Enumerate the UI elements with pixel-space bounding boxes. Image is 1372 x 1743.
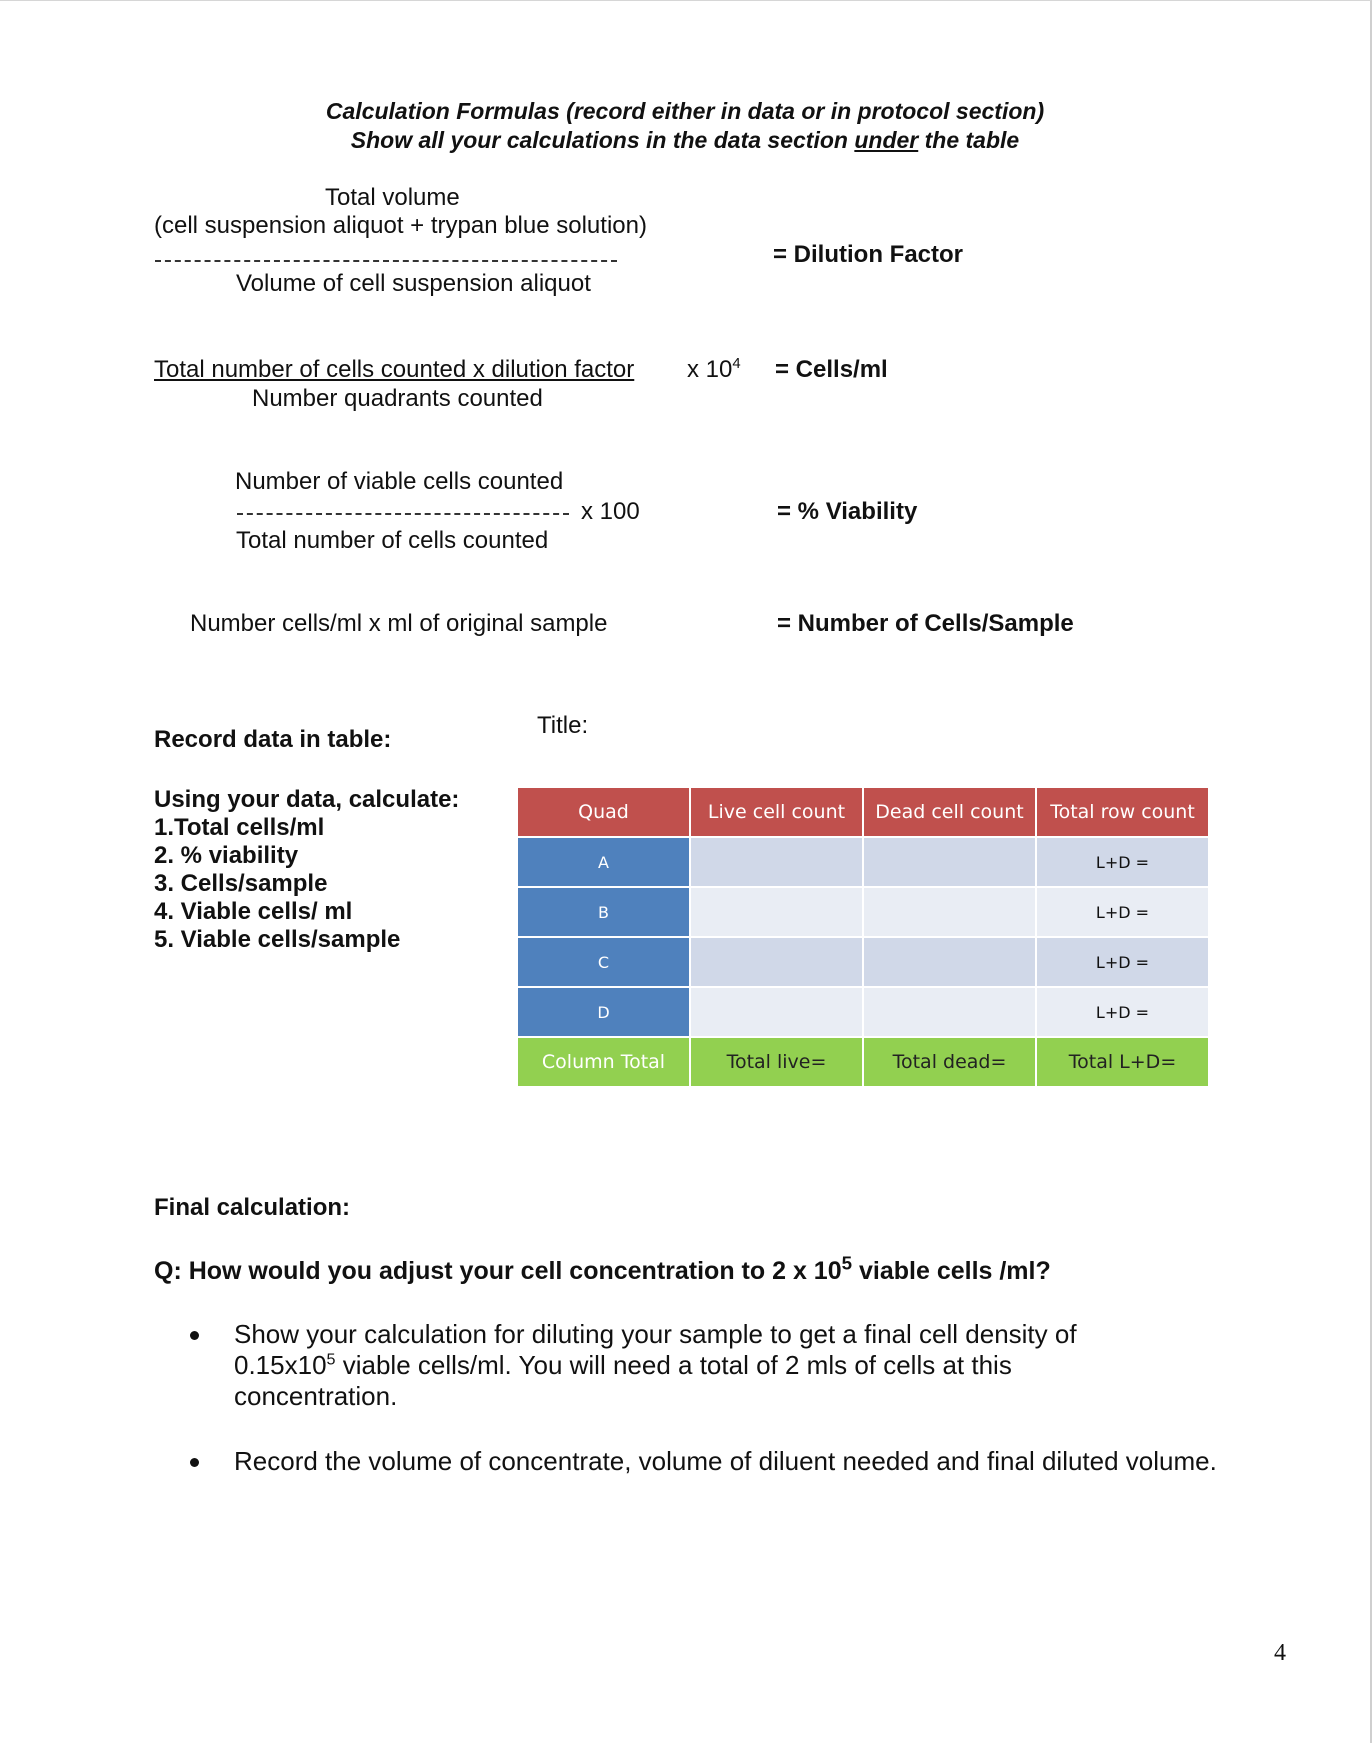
cells-ml-result: = Cells/ml	[775, 356, 888, 383]
total-live-cell[interactable]: Total live=	[690, 1037, 863, 1087]
table-row	[517, 987, 1209, 1037]
cells-ml-multiplier-exp: 4	[732, 356, 741, 372]
final-question	[154, 1252, 1051, 1286]
viability-multiplier: x 100	[581, 498, 640, 525]
dead-count-cell[interactable]	[863, 837, 1036, 887]
table-title-label: Title:	[537, 712, 589, 739]
cells-ml-multiplier-base: x 10	[687, 356, 733, 383]
calculate-item: 3. Cells/sample	[154, 870, 328, 897]
bullet-icon	[190, 1458, 199, 1467]
cells-ml-denominator: Number quadrants counted	[252, 385, 543, 412]
instruction-list	[190, 1319, 1340, 1511]
column-total-row	[517, 1037, 1209, 1087]
bullet-icon	[190, 1331, 199, 1340]
dead-count-cell[interactable]	[863, 987, 1036, 1037]
table-row	[517, 887, 1209, 937]
dilution-numerator-line2: (cell suspension aliquot + trypan blue solution)	[154, 212, 647, 239]
instruction-text: Record the volume of concentrate, volume of diluent needed and final diluted volume.	[234, 1446, 1217, 1476]
instruction-text-post: viable cells/ml. You will need a total of 2 mls of cells at this concentration.	[234, 1350, 1012, 1411]
instruction-item	[190, 1319, 1114, 1412]
dilution-result: = Dilution Factor	[773, 241, 964, 268]
row-total-cell[interactable]: L+D =	[1036, 987, 1209, 1037]
final-calculation-heading: Final calculation:	[154, 1194, 351, 1221]
table-row	[517, 937, 1209, 987]
row-total-cell[interactable]: L+D =	[1036, 887, 1209, 937]
calculate-heading: Using your data, calculate:	[154, 786, 460, 813]
dilution-denominator: Volume of cell suspension aliquot	[236, 270, 591, 297]
dead-count-cell[interactable]	[863, 887, 1036, 937]
calculate-item: 1.Total cells/ml	[154, 814, 325, 841]
viability-result: = % Viability	[777, 498, 918, 525]
calculate-item: 5. Viable cells/sample	[154, 926, 401, 953]
sample-expression: Number cells/ml x ml of original sample	[190, 610, 608, 637]
viability-fraction-bar	[237, 513, 569, 515]
header-line-1: Calculation Formulas (record either in data or in protocol section)	[325, 98, 1045, 124]
dead-count-cell[interactable]	[863, 937, 1036, 987]
header-line-2	[0, 127, 1370, 154]
table-header-row	[517, 787, 1209, 837]
row-total-cell[interactable]: L+D =	[1036, 837, 1209, 887]
data-table	[516, 786, 1210, 1088]
header-line-2-pre: Show all your calculations in the data section	[350, 127, 855, 153]
live-count-cell[interactable]	[690, 887, 863, 937]
cells-ml-numerator: Total number of cells counted x dilution factor	[154, 356, 635, 383]
header-dead-cell-count: Dead cell count	[863, 787, 1036, 837]
quad-cell: C	[517, 937, 690, 987]
header-line-2-post: the table	[918, 127, 1020, 153]
header-line-2-underlined: under	[854, 127, 919, 153]
dilution-numerator-line1: Total volume	[325, 184, 460, 211]
page-number: 4	[1274, 1640, 1286, 1666]
live-count-cell[interactable]	[690, 837, 863, 887]
dilution-fraction-bar	[155, 260, 617, 262]
column-total-label: Column Total	[517, 1037, 690, 1087]
table-row	[517, 837, 1209, 887]
live-count-cell[interactable]	[690, 987, 863, 1037]
header-quad: Quad	[517, 787, 690, 837]
total-all-cell[interactable]: Total L+D=	[1036, 1037, 1209, 1087]
cells-ml-multiplier	[687, 356, 741, 384]
instruction-item	[190, 1446, 1340, 1477]
row-total-cell[interactable]: L+D =	[1036, 937, 1209, 987]
total-dead-cell[interactable]: Total dead=	[863, 1037, 1036, 1087]
header-live-cell-count: Live cell count	[690, 787, 863, 837]
sample-result: = Number of Cells/Sample	[777, 610, 1074, 637]
header-total-row-count: Total row count	[1036, 787, 1209, 837]
calculate-item: 4. Viable cells/ ml	[154, 898, 353, 925]
quad-cell: D	[517, 987, 690, 1037]
calculate-item: 2. % viability	[154, 842, 299, 869]
quad-cell: A	[517, 837, 690, 887]
instruction-text-exp: 5	[326, 1350, 336, 1369]
viability-denominator: Total number of cells counted	[236, 527, 549, 554]
instruction-text-pre: Show your calculation for diluting your sample to get a final cell density of 0.15x10	[234, 1319, 1077, 1380]
record-data-label: Record data in table:	[154, 726, 392, 753]
live-count-cell[interactable]	[690, 937, 863, 987]
final-question-exp: 5	[841, 1252, 853, 1274]
final-question-post: viable cells /ml?	[852, 1257, 1051, 1285]
final-question-pre: Q: How would you adjust your cell concentration to 2 x 10	[154, 1257, 842, 1285]
quad-cell: B	[517, 887, 690, 937]
viability-numerator: Number of viable cells counted	[235, 468, 564, 495]
